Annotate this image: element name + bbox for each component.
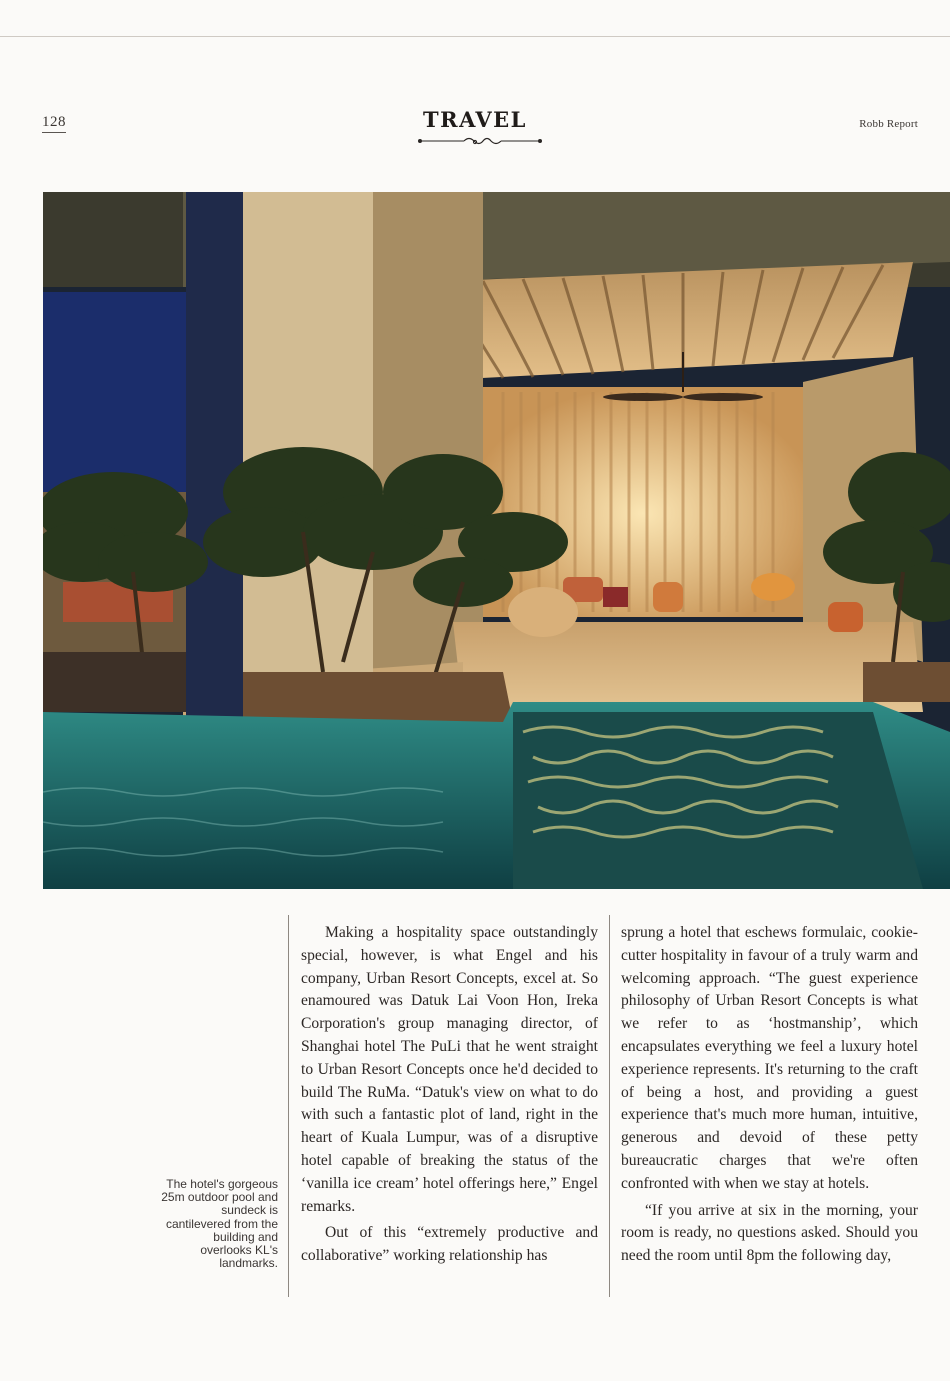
hotel-pool-photo <box>43 192 950 889</box>
column-rule-left <box>288 915 289 1297</box>
article-paragraph: “If you arrive at six in the morning, your room is ready, no questions asked. Should you need the room until 8pm the following day, <box>621 1201 918 1265</box>
photo-caption: The hotel's gorgeous 25m outdoor pool and sundeck is cantilevered from the building and overlooks KL's landmarks. <box>161 1177 278 1271</box>
article-paragraph: Out of this “extremely productive and collaborative” working relationship has <box>301 1224 598 1265</box>
column-rule-middle <box>609 915 610 1297</box>
pool-illustration <box>43 192 950 889</box>
section-title: TRAVEL <box>423 107 527 132</box>
article-column-1 <box>301 922 598 1268</box>
article-paragraph: Making a hospitality space outstandingly special, however, is what Engel and his company, Urban Resort Concepts, excel at. So enamoured was Datuk Lai Voon Hon, Ireka Corporation's group managing director, of Shanghai hotel The PuLi that he went straight to Urban Resort Concepts once he'd decided to build The RuMa. “Datuk's view on what to do with such a fantastic plot of land, right in the heart of Kuala Lumpur, was of a disruptive hotel capable of breaking the status of the ‘vanilla ice cream’ hotel offerings here,” Engel remarks. <box>301 924 598 1215</box>
article-paragraph: sprung a hotel that eschews formulaic, cookie-cutter hospitality in favour of a truly warm and welcoming approach. “The guest experience philosophy of Urban Resort Concepts is what we refer to as ‘hostmanship’, which encapsulates everything we feel a luxury hotel experience represents. It's returning to the craft of being a host, and providing a guest experience that's much more human, intuitive, generous and devoid of these petty bureaucratic charges that we're often confronted with when we stay at hotels. <box>621 924 918 1192</box>
page-number: 128 <box>42 114 66 133</box>
page-top-rule <box>0 36 950 37</box>
magazine-name: Robb Report <box>859 118 918 130</box>
article-column-2 <box>621 922 918 1268</box>
flourish-ornament-icon <box>417 134 543 148</box>
